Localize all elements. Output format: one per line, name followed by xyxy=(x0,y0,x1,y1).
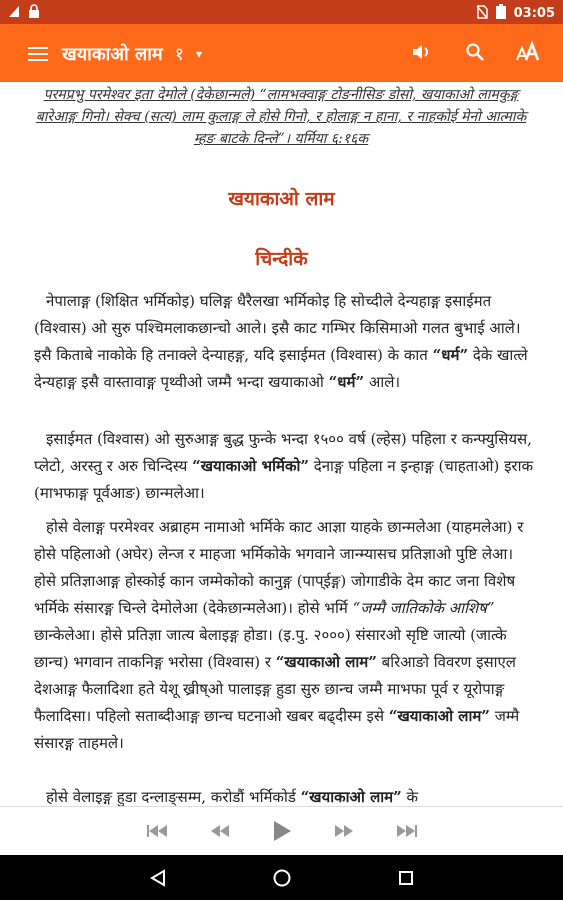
status-bar xyxy=(0,0,563,24)
battery-icon xyxy=(496,4,506,23)
bold-text: “धर्म” xyxy=(432,346,469,364)
chapter-heading: खयाकाओ लाम xyxy=(228,188,335,210)
back-button[interactable] xyxy=(143,863,173,893)
search-icon xyxy=(465,42,485,62)
paragraph-text: देके खात्ले देन्यहाङ्ग इसै वास्तावाङ्ग पृथ्वीओ जम्मै भन्दा खयाकाओ xyxy=(34,346,528,391)
recents-button[interactable] xyxy=(391,863,421,893)
lock-icon xyxy=(28,4,40,22)
menu-button[interactable] xyxy=(28,44,48,62)
paragraph-text: देनाङ्ग पहिला न इन्हाङ्ग (चाहताओ) इराक (माभफाङ्ग पूर्वआङ) छान्मलेआ। xyxy=(34,457,533,502)
skip-next-icon xyxy=(394,823,418,839)
search-button[interactable] xyxy=(461,38,489,66)
paragraph xyxy=(34,288,534,396)
paragraph-text: छान्केलेआ। होसे प्रतिज्ञा जात्य बेलाइङ्ग होडा। (इ.पु. २०००) संसारओ सृष्टि जात्यो (जात्के छान्च) भगवान ताकनिङ्ग भरोसा (विश्वास) र xyxy=(34,626,507,671)
text-size-icon xyxy=(516,41,542,63)
paragraph-text: बरिआङो विवरण इसाएल देशआङ्ग फैलादिशा हते येशू ख्रीष्ओ पालाइङ्ग हुडा सुरु छान्च जम्मै माभफा पूर्व र यूरोपाङ्ग फैलादिसा। पहिलो सताब्दीआङ्ग छान्च घटनाओ खबर बढ्दीस्म इसे xyxy=(34,653,516,725)
audio-player xyxy=(0,807,563,855)
skip-previous-button[interactable] xyxy=(143,816,173,846)
fast-forward-icon xyxy=(333,823,355,839)
play-icon xyxy=(272,820,292,842)
fast-forward-button[interactable] xyxy=(329,816,359,846)
skip-next-button[interactable] xyxy=(391,816,421,846)
intro-quote: परमप्रभु परमेश्वर इता देमोले (देकेछान्मले) “लामभक्वाङ्ग टोङनीसिङ डोसो, खयाकाओ लामकुङ्ग बारेआङ्ग गिनो। सेक्च (सत्य) लाम कुलाङ्ग ले होसे गिनो, र होलाङ्ग न हाना, र नाहकोई मेनो आत्माके म्हङ बाटके दिन्ले”। यर्मिया ६:१६क xyxy=(35,87,527,147)
no-sim-icon xyxy=(476,5,488,23)
speaker-icon xyxy=(410,41,432,63)
bold-text: “खयाकाओ लाम” xyxy=(275,653,377,671)
back-triangle-icon xyxy=(149,869,167,887)
text-size-button[interactable] xyxy=(515,38,543,66)
navigation-bar xyxy=(0,855,563,900)
rewind-icon xyxy=(209,823,231,839)
paragraph-text: होसे वेलाङ्ग परमेश्वर अब्राहम नामाओ भर्मिके काट आज्ञा याहके छान्मलेआ (याहमलेआ) र होसे पहिलाओ (अघेर) लेन्ज र माहजा भर्मिकोके भगवाने जान्म्यासच प्रतिज्ञाओ पुष्टि लेआ। होसे प्रतिज्ञाआङ्ग होस्कोई कान जम्मेकोको कानुङ्ग (पाप्ईङ्ग) जोगाडीके देम काट जना विशेष भर्मिके संसारङ्ग चिन्ले देमोलेआ (देकेछान्मलेआ)। होसे भर्मि xyxy=(34,518,524,617)
paragraph xyxy=(34,784,534,806)
book-chapter-selector[interactable] xyxy=(62,42,202,66)
skip-previous-icon xyxy=(146,823,170,839)
bold-text: “खयाकाओ भर्मिको” xyxy=(192,457,309,475)
bold-text: “खयाकाओ लाम” xyxy=(300,788,402,806)
paragraph-text: नेपालाङ्ग (शिक्षित भर्मिकोइ) घलिङ्ग धैरैलखा भर्मिकोइ हि सोच्दीले देन्यहाङ्ग इसाईमत (विश्वास) ओ सुरु पश्चिमलाकछान्चो आले। इसै काट गम्भिर किसिमाओ गलत बुभाई आले। इसै किताबे नाकोके हि तनाक्ले देन्याहङ्ग, यदि इसाईमत (विश्वास) के कात xyxy=(34,292,521,364)
hamburger-icon-line xyxy=(28,53,48,55)
paragraph-text: आले। xyxy=(364,373,401,391)
paragraph-text: जम्मै संसारङ्ग ताहमले। xyxy=(34,707,520,752)
play-button[interactable] xyxy=(267,816,297,846)
rewind-button[interactable] xyxy=(205,816,235,846)
paragraph-text: होसे वेलाइङ्ग हुडा दन्लाङ्सम्म, करोडौं भर्मिकोर्ड xyxy=(46,788,301,806)
app-bar xyxy=(0,24,563,82)
paragraph-text: के xyxy=(401,788,419,806)
paragraph xyxy=(34,426,534,507)
chapter-number: १ xyxy=(174,44,184,65)
dropdown-arrow-icon: ▾ xyxy=(196,47,203,61)
hamburger-icon-line xyxy=(28,47,48,49)
status-time: 03:05 xyxy=(513,6,555,21)
paragraph-text: इसाईमत (विश्वास) ओ सुरुआङ्ग बुद्ध फुन्के भन्दा १५०० वर्ष (ल्हेस) पहिला र कन्फ्युसियस, प्लेटो, अरस्तु र अरु चिन्दिस्य xyxy=(34,430,532,475)
section-heading: चिन्दीके xyxy=(255,248,308,270)
audio-button[interactable] xyxy=(407,38,435,66)
recents-square-icon xyxy=(397,869,415,887)
italic-text: “जम्मै जातिकोके आशिष” xyxy=(352,599,495,617)
home-button[interactable] xyxy=(267,863,297,893)
paragraph xyxy=(34,514,534,757)
hamburger-icon-line xyxy=(28,59,48,61)
notification-triangle-icon xyxy=(8,4,20,22)
book-title: खयाकाओ लाम xyxy=(62,44,163,65)
bold-text: “खयाकाओ लाम” xyxy=(388,707,490,725)
bold-text: “धर्म” xyxy=(328,373,365,391)
home-circle-icon xyxy=(272,868,292,888)
chapter-content[interactable] xyxy=(0,82,563,806)
